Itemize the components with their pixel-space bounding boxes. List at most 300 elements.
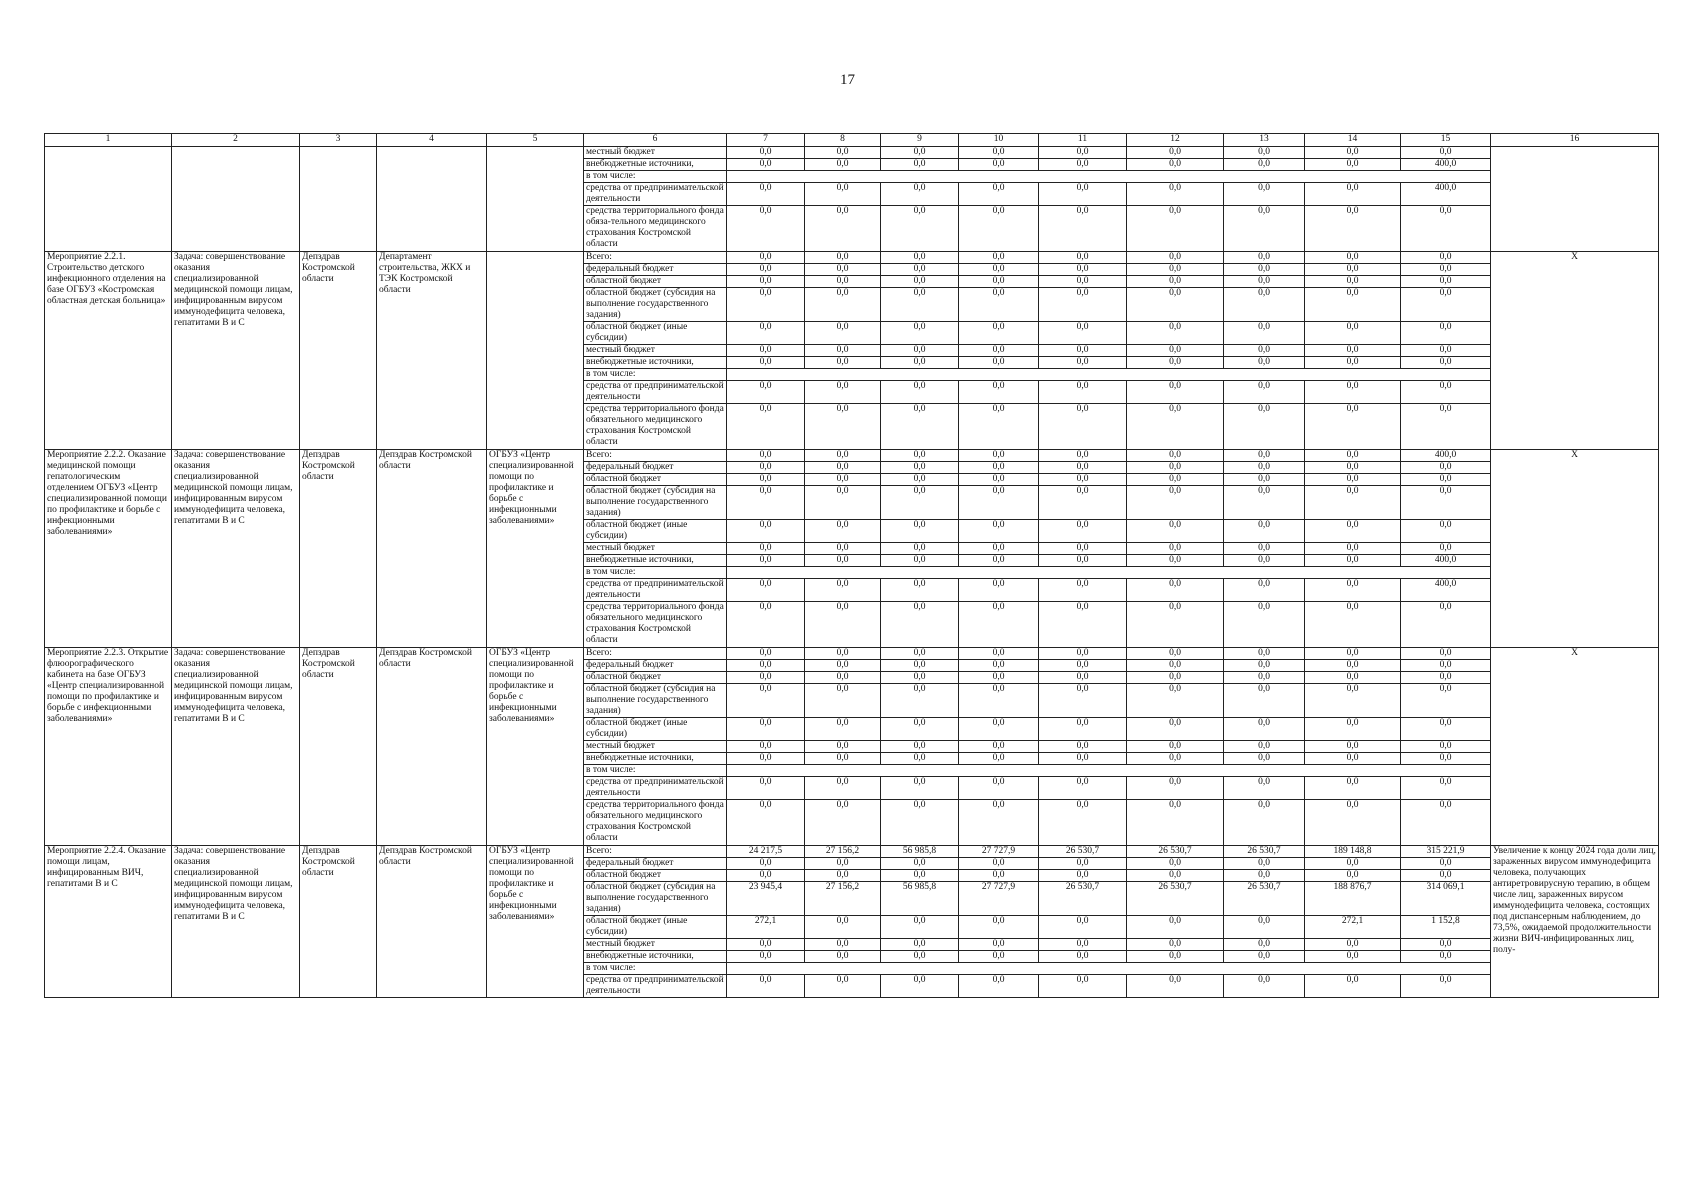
value-cell: 0,0 [727, 939, 805, 951]
value-cell: 0,0 [1039, 858, 1127, 870]
executor-cell: Депздрав Костромской области [377, 846, 487, 998]
value-cell: 0,0 [1039, 602, 1127, 648]
value-cell: 0,0 [1224, 520, 1305, 543]
value-cell: 0,0 [1401, 648, 1491, 660]
empty-values-cell [727, 765, 1491, 777]
funding-source-cell: местный бюджет [584, 939, 727, 951]
value-cell: 0,0 [1127, 939, 1224, 951]
value-cell: 0,0 [1305, 951, 1401, 963]
value-cell: 0,0 [727, 753, 805, 765]
value-cell: 0,0 [727, 147, 805, 159]
value-cell: 0,0 [1127, 975, 1224, 998]
value-cell: 0,0 [1305, 404, 1401, 450]
value-cell: 0,0 [1039, 648, 1127, 660]
value-cell: 0,0 [959, 648, 1039, 660]
value-cell: 0,0 [1305, 264, 1401, 276]
funding-source-cell: местный бюджет [584, 741, 727, 753]
value-cell: 0,0 [1127, 486, 1224, 520]
value-cell: 0,0 [1224, 288, 1305, 322]
table-row [45, 846, 1659, 858]
value-cell: 0,0 [959, 276, 1039, 288]
value-cell: 0,0 [1127, 252, 1224, 264]
institution-cell: ОГБУЗ «Центр специализированной помощи по профилактике и борьбе с инфекционными заболеваниями» [487, 450, 584, 648]
value-cell: 0,0 [881, 252, 959, 264]
value-cell: 0,0 [881, 684, 959, 718]
value-cell: 0,0 [1401, 718, 1491, 741]
col-header: 16 [1491, 134, 1659, 147]
value-cell: 0,0 [805, 381, 881, 404]
value-cell: 189 148,8 [1305, 846, 1401, 858]
value-cell: 0,0 [1401, 602, 1491, 648]
value-cell: 0,0 [1401, 322, 1491, 345]
col-header: 7 [727, 134, 805, 147]
funding-source-cell: внебюджетные источники, [584, 555, 727, 567]
value-cell: 0,0 [1401, 520, 1491, 543]
value-cell: 0,0 [1039, 951, 1127, 963]
value-cell: 0,0 [1305, 741, 1401, 753]
funding-source-cell: местный бюджет [584, 147, 727, 159]
value-cell: 0,0 [1039, 741, 1127, 753]
value-cell: 0,0 [727, 543, 805, 555]
col-header: 9 [881, 134, 959, 147]
col-header: 5 [487, 134, 584, 147]
value-cell: 0,0 [959, 672, 1039, 684]
value-cell: 0,0 [1305, 684, 1401, 718]
value-cell: 0,0 [1401, 147, 1491, 159]
funding-source-cell: федеральный бюджет [584, 858, 727, 870]
empty-values-cell [727, 369, 1491, 381]
value-cell: 0,0 [1127, 741, 1224, 753]
task-cell: Задача: совершенствование оказания специализированной медицинской помощи лицам, инфицированным вирусом иммунодефицита человека, гепатитами B и C [172, 648, 300, 846]
value-cell: 0,0 [805, 939, 881, 951]
value-cell: 0,0 [727, 474, 805, 486]
value-cell: 0,0 [1305, 555, 1401, 567]
funding-source-cell: областной бюджет (субсидия на выполнение государственного задания) [584, 684, 727, 718]
responsible-cell: Депздрав Костромской области [300, 450, 377, 648]
funding-source-cell: областной бюджет (иные субсидии) [584, 520, 727, 543]
value-cell: 0,0 [881, 357, 959, 369]
value-cell: 0,0 [1127, 147, 1224, 159]
value-cell: 0,0 [959, 322, 1039, 345]
value-cell: 0,0 [1039, 404, 1127, 450]
value-cell: 0,0 [727, 800, 805, 846]
page-number: 17 [840, 72, 855, 88]
value-cell: 0,0 [1127, 602, 1224, 648]
value-cell: 0,0 [1127, 357, 1224, 369]
value-cell: 0,0 [727, 660, 805, 672]
value-cell: 0,0 [1127, 684, 1224, 718]
value-cell: 0,0 [1224, 741, 1305, 753]
funding-source-cell: в том числе: [584, 963, 727, 975]
value-cell: 0,0 [1039, 543, 1127, 555]
value-cell: 0,0 [1039, 660, 1127, 672]
value-cell: 0,0 [727, 520, 805, 543]
value-cell: 0,0 [727, 252, 805, 264]
value-cell: 0,0 [805, 602, 881, 648]
value-cell: 0,0 [805, 648, 881, 660]
funding-source-cell: в том числе: [584, 567, 727, 579]
value-cell: 0,0 [959, 777, 1039, 800]
value-cell: 0,0 [881, 916, 959, 939]
value-cell: 0,0 [727, 276, 805, 288]
value-cell: 26 530,7 [1224, 882, 1305, 916]
funding-source-cell: средства от предпринимательской деятельности [584, 777, 727, 800]
value-cell: 0,0 [805, 555, 881, 567]
value-cell: 0,0 [881, 159, 959, 171]
funding-source-cell: областной бюджет [584, 870, 727, 882]
col-header: 10 [959, 134, 1039, 147]
value-cell: 0,0 [1127, 672, 1224, 684]
funding-source-cell: Всего: [584, 252, 727, 264]
institution-cell [487, 252, 584, 450]
value-cell: 0,0 [805, 276, 881, 288]
value-cell: 0,0 [1305, 147, 1401, 159]
value-cell: 0,0 [805, 858, 881, 870]
value-cell: 0,0 [1305, 381, 1401, 404]
value-cell: 0,0 [881, 486, 959, 520]
value-cell: 0,0 [805, 486, 881, 520]
value-cell: 0,0 [959, 252, 1039, 264]
value-cell: 0,0 [1224, 357, 1305, 369]
funding-source-cell: средства территориального фонда обязательного медицинского страхования Костромской области [584, 404, 727, 450]
funding-source-cell: средства территориального фонда обяза-тельного медицинского страхования Костромской области [584, 206, 727, 252]
value-cell: 0,0 [1401, 858, 1491, 870]
value-cell: 0,0 [881, 543, 959, 555]
value-cell: 0,0 [1401, 753, 1491, 765]
value-cell: 0,0 [1305, 345, 1401, 357]
value-cell: 0,0 [1305, 450, 1401, 462]
value-cell: 0,0 [805, 288, 881, 322]
continued-cell [377, 147, 487, 252]
value-cell: 56 985,8 [881, 846, 959, 858]
value-cell: 0,0 [727, 858, 805, 870]
value-cell: 0,0 [1039, 753, 1127, 765]
value-cell: 0,0 [1127, 206, 1224, 252]
funding-source-cell: областной бюджет (субсидия на выполнение государственного задания) [584, 288, 727, 322]
value-cell: 0,0 [727, 741, 805, 753]
value-cell: 0,0 [1039, 450, 1127, 462]
x-mark-cell: Х [1491, 252, 1659, 450]
value-cell: 0,0 [805, 672, 881, 684]
continued-cell [487, 147, 584, 252]
value-cell: 0,0 [881, 288, 959, 322]
value-cell: 0,0 [959, 579, 1039, 602]
value-cell: 0,0 [881, 741, 959, 753]
value-cell: 0,0 [1401, 672, 1491, 684]
value-cell: 0,0 [881, 147, 959, 159]
value-cell: 0,0 [1305, 660, 1401, 672]
value-cell: 0,0 [959, 404, 1039, 450]
empty-values-cell [727, 567, 1491, 579]
value-cell: 0,0 [959, 975, 1039, 998]
funding-source-cell: областной бюджет (иные субсидии) [584, 322, 727, 345]
value-cell: 0,0 [727, 345, 805, 357]
value-cell: 400,0 [1401, 159, 1491, 171]
value-cell: 0,0 [959, 916, 1039, 939]
value-cell: 0,0 [959, 264, 1039, 276]
value-cell: 26 530,7 [1127, 846, 1224, 858]
value-cell: 0,0 [1224, 147, 1305, 159]
value-cell: 0,0 [1127, 660, 1224, 672]
value-cell: 0,0 [1039, 345, 1127, 357]
value-cell: 0,0 [1039, 474, 1127, 486]
value-cell: 0,0 [1127, 579, 1224, 602]
value-cell: 0,0 [805, 579, 881, 602]
value-cell: 0,0 [1305, 858, 1401, 870]
x-mark-cell: Х [1491, 450, 1659, 648]
value-cell: 0,0 [1305, 777, 1401, 800]
col-header: 13 [1224, 134, 1305, 147]
col-header: 4 [377, 134, 487, 147]
value-cell: 0,0 [959, 718, 1039, 741]
event-name-cell: Мероприятие 2.2.3. Открытие флюорографического кабинета на базе ОГБУЗ «Центр специализированной помощи по профилактике и борьбе с инфекционными заболеваниями» [45, 648, 172, 846]
funding-source-cell: областной бюджет (иные субсидии) [584, 718, 727, 741]
value-cell: 0,0 [1224, 939, 1305, 951]
value-cell: 0,0 [1039, 916, 1127, 939]
value-cell: 0,0 [881, 753, 959, 765]
value-cell: 0,0 [1305, 288, 1401, 322]
value-cell: 0,0 [1401, 939, 1491, 951]
funding-source-cell: средства от предпринимательской деятельности [584, 579, 727, 602]
value-cell: 27 727,9 [959, 846, 1039, 858]
value-cell: 400,0 [1401, 450, 1491, 462]
value-cell: 0,0 [1305, 718, 1401, 741]
value-cell: 0,0 [1127, 474, 1224, 486]
budget-table [44, 133, 1659, 998]
funding-source-cell: областной бюджет (субсидия на выполнение государственного задания) [584, 486, 727, 520]
task-cell: Задача: совершенствование оказания специализированной медицинской помощи лицам, инфицированным вирусом иммунодефицита человека, гепатитами B и C [172, 450, 300, 648]
institution-cell: ОГБУЗ «Центр специализированной помощи по профилактике и борьбе с инфекционными заболеваниями» [487, 846, 584, 998]
value-cell: 0,0 [1305, 939, 1401, 951]
value-cell: 0,0 [959, 800, 1039, 846]
value-cell: 0,0 [805, 450, 881, 462]
value-cell: 0,0 [881, 276, 959, 288]
value-cell: 0,0 [1224, 870, 1305, 882]
value-cell: 0,0 [1305, 474, 1401, 486]
value-cell: 0,0 [805, 322, 881, 345]
value-cell: 0,0 [1305, 520, 1401, 543]
value-cell: 315 221,9 [1401, 846, 1491, 858]
value-cell: 0,0 [959, 474, 1039, 486]
value-cell: 0,0 [1127, 450, 1224, 462]
value-cell: 0,0 [1224, 159, 1305, 171]
value-cell: 0,0 [805, 916, 881, 939]
value-cell: 0,0 [959, 660, 1039, 672]
value-cell: 0,0 [881, 939, 959, 951]
value-cell: 0,0 [1127, 404, 1224, 450]
value-cell: 0,0 [1127, 276, 1224, 288]
value-cell: 0,0 [805, 357, 881, 369]
value-cell: 0,0 [1401, 404, 1491, 450]
value-cell: 0,0 [1039, 147, 1127, 159]
value-cell: 0,0 [959, 741, 1039, 753]
funding-source-cell: в том числе: [584, 171, 727, 183]
value-cell: 0,0 [805, 183, 881, 206]
value-cell: 272,1 [727, 916, 805, 939]
col-header: 15 [1401, 134, 1491, 147]
value-cell: 0,0 [805, 159, 881, 171]
responsible-cell: Депздрав Костромской области [300, 648, 377, 846]
value-cell: 0,0 [1224, 404, 1305, 450]
value-cell: 0,0 [1039, 264, 1127, 276]
value-cell: 0,0 [1401, 684, 1491, 718]
value-cell: 0,0 [881, 870, 959, 882]
value-cell: 0,0 [1224, 206, 1305, 252]
value-cell: 0,0 [1224, 322, 1305, 345]
funding-source-cell: средства от предпринимательской деятельности [584, 183, 727, 206]
value-cell: 0,0 [1224, 684, 1305, 718]
value-cell: 0,0 [1224, 486, 1305, 520]
value-cell: 0,0 [1039, 159, 1127, 171]
value-cell: 0,0 [959, 381, 1039, 404]
value-cell: 0,0 [959, 870, 1039, 882]
col-header: 1 [45, 134, 172, 147]
value-cell: 0,0 [881, 858, 959, 870]
value-cell: 0,0 [959, 684, 1039, 718]
col-header: 3 [300, 134, 377, 147]
value-cell: 24 217,5 [727, 846, 805, 858]
value-cell: 0,0 [727, 288, 805, 322]
value-cell: 0,0 [805, 252, 881, 264]
value-cell: 0,0 [1039, 672, 1127, 684]
value-cell: 0,0 [1039, 800, 1127, 846]
value-cell: 0,0 [1401, 870, 1491, 882]
value-cell: 0,0 [1305, 159, 1401, 171]
funding-source-cell: внебюджетные источники, [584, 951, 727, 963]
value-cell: 0,0 [1305, 672, 1401, 684]
event-name-cell: Мероприятие 2.2.2. Оказание медицинской помощи гепатологическим отделением ОГБУЗ «Центр специализированной помощи по профилактике и борьбе с инфекционными заболеваниями» [45, 450, 172, 648]
value-cell: 400,0 [1401, 183, 1491, 206]
value-cell: 0,0 [1305, 543, 1401, 555]
value-cell: 0,0 [1224, 276, 1305, 288]
value-cell: 0,0 [727, 381, 805, 404]
value-cell: 0,0 [1305, 648, 1401, 660]
value-cell: 0,0 [1305, 322, 1401, 345]
value-cell: 0,0 [1039, 870, 1127, 882]
value-cell: 400,0 [1401, 579, 1491, 602]
value-cell: 0,0 [1401, 462, 1491, 474]
value-cell: 0,0 [727, 555, 805, 567]
value-cell: 0,0 [1224, 975, 1305, 998]
value-cell: 0,0 [805, 264, 881, 276]
executor-cell: Депздрав Костромской области [377, 450, 487, 648]
value-cell: 0,0 [1224, 555, 1305, 567]
value-cell: 0,0 [1305, 206, 1401, 252]
value-cell: 0,0 [881, 718, 959, 741]
value-cell: 0,0 [1224, 602, 1305, 648]
value-cell: 0,0 [1127, 777, 1224, 800]
value-cell: 0,0 [727, 404, 805, 450]
value-cell: 0,0 [805, 543, 881, 555]
value-cell: 0,0 [881, 648, 959, 660]
header-row [45, 134, 1659, 147]
value-cell: 0,0 [881, 474, 959, 486]
value-cell: 0,0 [959, 602, 1039, 648]
value-cell: 0,0 [1224, 858, 1305, 870]
funding-source-cell: средства территориального фонда обязательного медицинского страхования Костромской области [584, 602, 727, 648]
empty-values-cell [727, 963, 1491, 975]
value-cell: 0,0 [1224, 916, 1305, 939]
value-cell: 0,0 [1401, 975, 1491, 998]
value-cell: 0,0 [1127, 858, 1224, 870]
value-cell: 27 156,2 [805, 846, 881, 858]
funding-source-cell: областной бюджет [584, 276, 727, 288]
funding-source-cell: внебюджетные источники, [584, 159, 727, 171]
value-cell: 0,0 [959, 753, 1039, 765]
value-cell: 0,0 [1224, 753, 1305, 765]
value-cell: 1 152,8 [1401, 916, 1491, 939]
value-cell: 0,0 [881, 975, 959, 998]
value-cell: 0,0 [1401, 264, 1491, 276]
funding-source-cell: областной бюджет [584, 474, 727, 486]
value-cell: 0,0 [1127, 183, 1224, 206]
value-cell: 0,0 [1401, 357, 1491, 369]
value-cell: 0,0 [1224, 579, 1305, 602]
value-cell: 0,0 [1305, 276, 1401, 288]
value-cell: 0,0 [1127, 345, 1224, 357]
value-cell: 0,0 [881, 520, 959, 543]
value-cell: 0,0 [727, 322, 805, 345]
value-cell: 400,0 [1401, 555, 1491, 567]
value-cell: 0,0 [1305, 602, 1401, 648]
value-cell: 0,0 [1305, 975, 1401, 998]
value-cell: 0,0 [1127, 288, 1224, 322]
value-cell: 0,0 [959, 555, 1039, 567]
value-cell: 0,0 [1224, 951, 1305, 963]
value-cell: 0,0 [1305, 183, 1401, 206]
value-cell: 0,0 [805, 870, 881, 882]
value-cell: 0,0 [805, 660, 881, 672]
value-cell: 0,0 [881, 555, 959, 567]
value-cell: 0,0 [1224, 252, 1305, 264]
value-cell: 0,0 [1127, 555, 1224, 567]
value-cell: 0,0 [881, 206, 959, 252]
value-cell: 0,0 [727, 975, 805, 998]
value-cell: 0,0 [805, 462, 881, 474]
table-row [45, 147, 1659, 159]
value-cell: 0,0 [1039, 276, 1127, 288]
value-cell: 0,0 [959, 147, 1039, 159]
value-cell: 0,0 [881, 183, 959, 206]
value-cell: 27 727,9 [959, 882, 1039, 916]
value-cell: 0,0 [1039, 462, 1127, 474]
funding-source-cell: внебюджетные источники, [584, 753, 727, 765]
value-cell: 0,0 [959, 345, 1039, 357]
col-header: 2 [172, 134, 300, 147]
value-cell: 0,0 [1224, 381, 1305, 404]
value-cell: 0,0 [805, 474, 881, 486]
funding-source-cell: Всего: [584, 450, 727, 462]
value-cell: 0,0 [727, 684, 805, 718]
value-cell: 0,0 [881, 404, 959, 450]
value-cell: 0,0 [727, 648, 805, 660]
value-cell: 0,0 [727, 486, 805, 520]
value-cell: 0,0 [881, 462, 959, 474]
value-cell: 0,0 [959, 939, 1039, 951]
funding-source-cell: федеральный бюджет [584, 462, 727, 474]
table-row [45, 648, 1659, 660]
value-cell: 0,0 [1305, 357, 1401, 369]
value-cell: 0,0 [959, 288, 1039, 322]
value-cell: 0,0 [1401, 777, 1491, 800]
value-cell: 0,0 [805, 753, 881, 765]
value-cell: 0,0 [881, 777, 959, 800]
value-cell: 0,0 [727, 264, 805, 276]
value-cell: 0,0 [881, 602, 959, 648]
empty-values-cell [727, 171, 1491, 183]
executor-cell: Департамент строительства, ЖКХ и ТЭК Костромской области [377, 252, 487, 450]
value-cell: 0,0 [1224, 543, 1305, 555]
